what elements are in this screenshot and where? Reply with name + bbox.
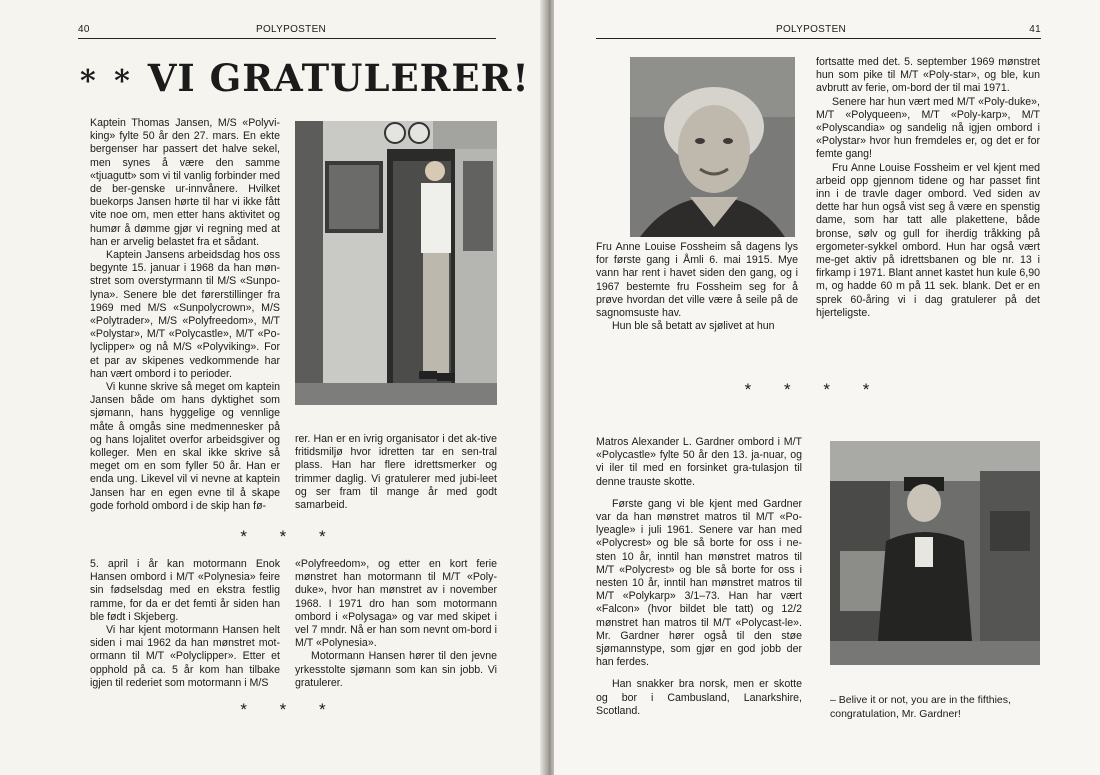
headline-text: VI GRATULERER! [147, 56, 530, 100]
jansen-photo-image [295, 121, 497, 405]
paragraph: Første gang vi ble kjent med Gardner var da han mønstret matros til M/T «Po-lyeagle» i juli 1961. Senere var han med «Polycrest» og ble så borte for oss i ne-sten 10 år, inntil han mønstret matros til M/T «Polycrest» og ble så borte for oss i nesten 10 år, inntil han mønstret matros til M/T «Polykarp» 3/1–73. Han har vært «Falcon» (hvor bildet ble tatt) og 12/2 mønstret han matros til M/T «Polycast-le». Mr. Gardner hører også til den støe sjømannstype, som gjør en god jobb der han ferdes. [596, 497, 802, 669]
paragraph: «Polyfreedom», og etter en kort ferie mønstret han motormann til M/T «Poly-duke», hvor han mønstret av i november 1968. I 1971 dro han som motormann ombord i «Polysaga» og var med skipet i vel 7 mndr. Nå er han som nevnt om-bord i M/T «Polynesia». [295, 558, 497, 650]
gardner-article [596, 436, 802, 718]
paragraph: Senere har hun vært med M/T «Poly-duke», M/T «Polyqueen», M/T «Poly-karp», M/T «Polyscandia» og sandelig nå igjen ombord i «Polystar» hvor hun fremdeles er, og det er for femte gang! [816, 95, 1040, 161]
paragraph: Matros Alexander L. Gardner ombord i M/T «Polycastle» fylte 50 år den 13. ja-nuar, og vi iler til med en forsinket gra-tulasjon til denne trauste skotte. [596, 436, 802, 488]
paragraph: Fru Anne Louise Fossheim er vel kjent med arbeid opp gjennom tidene og har passet fint inn i de travle dager ombord. Ved siden av dette har hun også vist seg å være en spenstig dame, som har tatt alle plakettene, både bronse, sølv og gull for iherdig tråkking på ergometer-sykkel ombord. Hun har også vært me-get aktiv på idrettsbanen og ble nr. 13 i firkamp i 1971. Blant annet kastet hun kule 6,90 m, og hadde 60 m på 11 sek. blank. Det er en sprek 60-åring vi i dag gratulerer på det hjerteligste. [816, 161, 1040, 319]
paragraph: Fru Anne Louise Fossheim så dagens lys for første gang i Åmli 6. mai 1915. Mye vann har rent i havet siden den gang, og i 1967 bestemte fru Fossheim seg for å prøve hvordan det ville være å seile på de sagnomsuste hav. [596, 241, 798, 320]
right-page [554, 0, 1100, 775]
paragraph: 5. april i år kan motormann Enok Hansen ombord i M/T «Polynesia» feire sin fødselsdag med en ekstra festlig ramme, for da er det femti år siden han ble født i Skjeberg. [90, 558, 280, 623]
headline-prefix: * * [80, 64, 134, 99]
paragraph: Vi har kjent motormann Hansen helt siden i mai 1962 da han mønstret mot-ormann til M/T «Polyclipper». Etter et opphold på ca. 5 år kom han tilbake igjen til rederiet som motormann i M/S [90, 624, 280, 689]
right-page-number: 41 [1029, 24, 1041, 35]
enok-article-col1 [90, 558, 280, 690]
separator-stars: * * * * [744, 380, 884, 399]
gardner-photo-image [830, 441, 1040, 665]
left-page-number: 40 [78, 24, 90, 35]
separator-stars: * * * [240, 527, 340, 546]
fossheim-article-col1 [596, 241, 798, 333]
fossheim-photo [630, 57, 795, 237]
gardner-photo-caption: – Belive it or not, you are in the fifthies, congratulation, Mr. Gardner! [830, 694, 1011, 720]
fossheim-photo-image [630, 57, 795, 237]
jansen-photo [295, 121, 497, 405]
jansen-article-col1 [90, 117, 280, 513]
paragraph: Vi kunne skrive så meget om kaptein Jansen både om hans dyktighet som sjømann, hans hyggelige og vennlige måte å omgås sine medmennesker på og hans lojalitet overfor arbeidsgiver og kolleger. Men en skal ikke skrive så meget om en som fyller 50 år. Han er enda ung. Likevel vil vi nevne at kaptein Jansen har en egen evne til å skape gode forhold ombord i de skip han fø- [90, 381, 280, 512]
separator-stars: * * * [240, 700, 340, 719]
paragraph: rer. Han er en ivrig organisator i det ak-tive fritidsmiljø hvor idretten tar en sen-tral plass. Han har flere idrettsmerker og trimmer daglig. Vi gratulerer med jubi-leet og ser fram til mange år med godt samarbeid. [295, 433, 497, 512]
enok-article-col2 [295, 558, 497, 690]
right-header-title: POLYPOSTEN [776, 24, 847, 35]
gardner-photo [830, 441, 1040, 665]
left-page-header [78, 22, 496, 39]
paragraph: Motormann Hansen hører til den jevne yrkesstolte sjømann som kan sin jobb. Vi gratulerer. [295, 650, 497, 689]
paragraph: Han snakker bra norsk, men er skotte og bor i Cambusland, Lanarkshire, Scotland. [596, 678, 802, 717]
left-page [0, 0, 546, 775]
paragraph: Kaptein Thomas Jansen, M/S «Polyvi-king» fylte 50 år den 27. mars. En ekte bergenser har passert det halve sekel, men synes å være den samme «tjuagutt» som vi til vanlig forbinder med de ber-genske ur-innvånere. Hvilket buekorps Jansen hørte til har vi ikke fått vite noe om, men etter hans aktivitet og humør å dømme gjør vi regning med at han er arvelig belastet fra et sådant. [90, 117, 280, 248]
jansen-article-col2 [295, 433, 497, 512]
right-page-header [596, 22, 1041, 39]
headline [80, 55, 530, 101]
paragraph: Hun ble så betatt av sjølivet at hun [612, 320, 775, 333]
paragraph: fortsatte med det. 5. september 1969 mønstret hun som pike til M/T «Poly-star», og ble, kun avbrutt av ferie, om-bord der til mai 1971. [816, 56, 1040, 95]
fossheim-article-col2 [816, 56, 1040, 320]
left-header-title: POLYPOSTEN [256, 24, 327, 35]
paragraph: Kaptein Jansens arbeidsdag hos oss begynte 15. januar i 1968 da han møn-stret som overstyrmann til M/S «Sunpo-lyna». Senere ble det førerstillinger fra 1969 med M/S «Sunpolycrown», M/S «Polytrader», M/S «Polyfreedom», M/T «Polystar», M/T «Polycastle», M/T «Po-lyclipper» og nå M/S «Polyviking». For et par av skipenes vedkommende har han vært ombord i to perioder. [90, 249, 280, 380]
